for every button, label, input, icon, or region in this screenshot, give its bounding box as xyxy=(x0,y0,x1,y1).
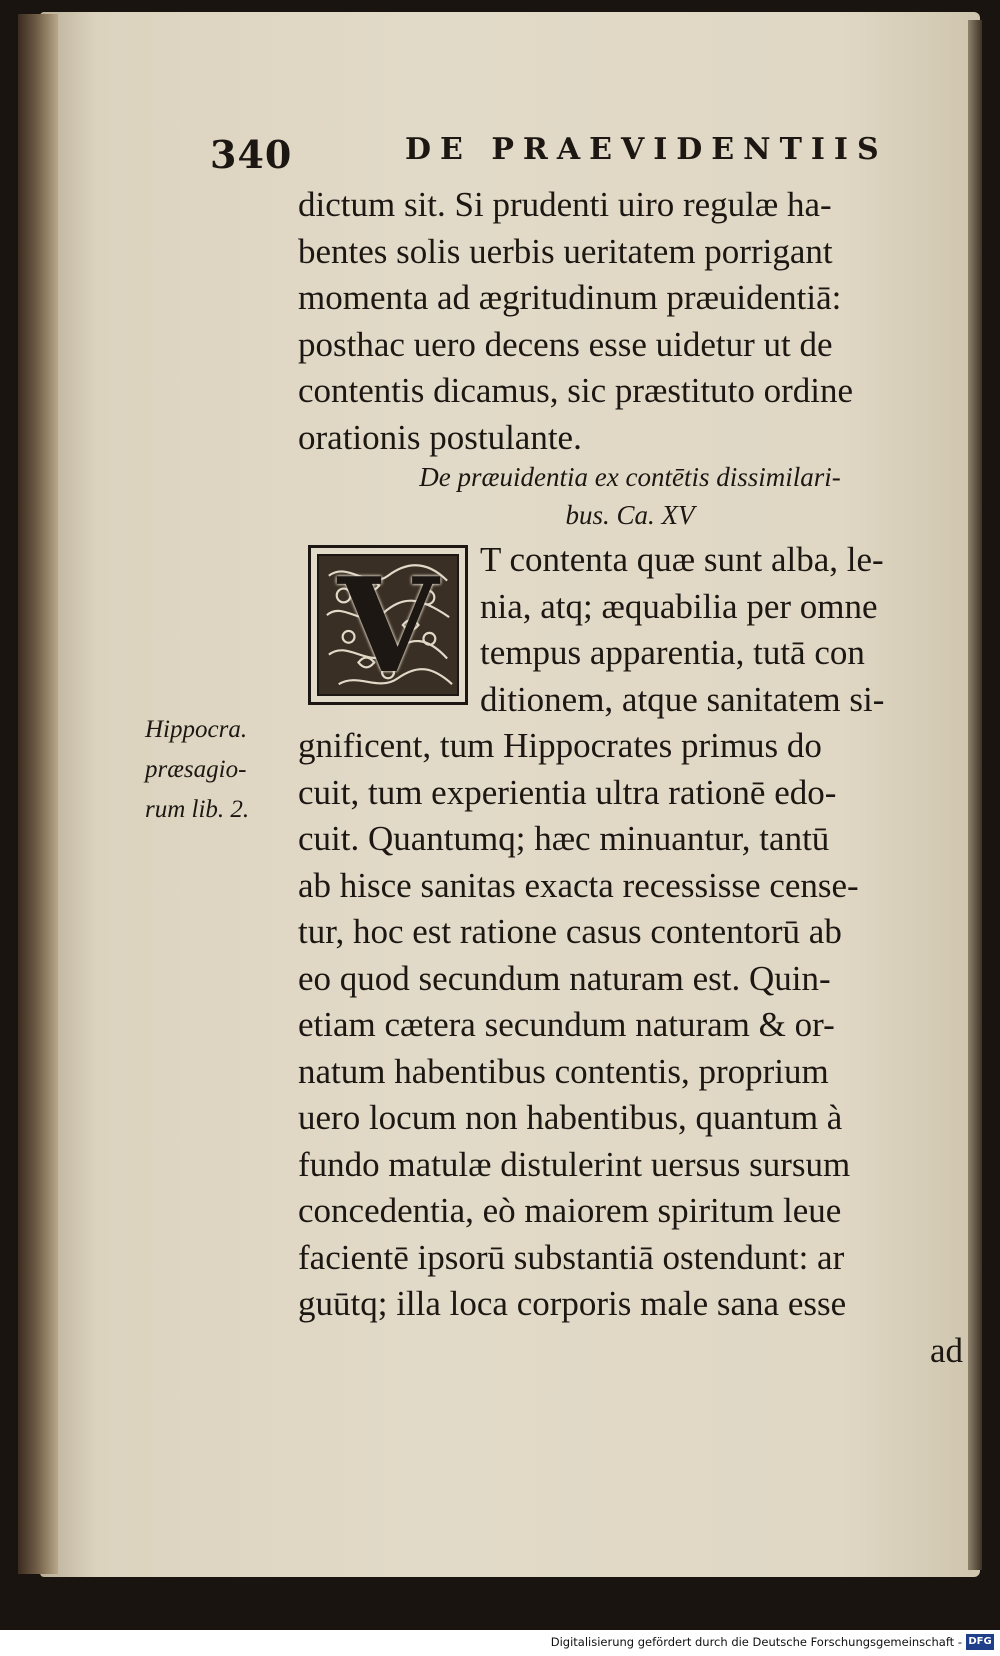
text-line: T contenta quæ sunt alba, le- xyxy=(480,540,884,579)
text-line: bentes solis uerbis ueritatem porrigant xyxy=(298,231,833,271)
dfg-logo-icon: DFG xyxy=(966,1634,994,1650)
margin-note-line: Hippocra. xyxy=(145,716,248,743)
chapter-heading-line: bus. Ca. XV xyxy=(565,500,695,530)
text-line: dictum sit. Si prudenti uiro regulæ ha- xyxy=(298,185,832,224)
text-line: natum habentibus contentis, proprium xyxy=(298,1051,829,1091)
chapter-heading-line: De præuidentia ex contētis dissimilari- xyxy=(419,462,841,492)
margin-note xyxy=(145,710,295,830)
text-line: guūtq; illa loca corporis male sana esse xyxy=(298,1284,847,1323)
text-line: ditionem, atque sanitatem si- xyxy=(480,679,885,719)
text-line: concedentia, eò maiorem spiritum leue xyxy=(298,1191,842,1230)
text-line: cuit. Quantumq; hæc minuantur, tantū xyxy=(298,819,830,858)
text-line: momenta ad ægritudinum præuidentiā: xyxy=(298,278,842,317)
text-line: eo quod secundum naturam est. Quin- xyxy=(298,958,831,998)
catchword: ad xyxy=(929,1330,963,1370)
page-edge xyxy=(968,20,982,1570)
margin-note-line: rum lib. 2. xyxy=(145,796,250,823)
text-line: cuit, tum experientia ultra rationē edo- xyxy=(298,772,837,812)
text-line: nia, atq; æquabilia per omne xyxy=(480,586,878,626)
initial-letter: V xyxy=(337,554,439,696)
text-line: gnificent, tum Hippocrates primus do xyxy=(298,726,822,765)
text-line: tur, hoc est ratione casus contentorū ab xyxy=(298,912,842,951)
text-line: ab hisce sanitas exacta recessisse cense- xyxy=(298,865,859,905)
intro-text xyxy=(298,182,963,461)
margin-note-line: præsagio- xyxy=(145,756,247,783)
text-line: contentis dicamus, sic præstituto ordine xyxy=(298,371,854,410)
running-title: DE PRAEVIDENTIIS xyxy=(405,132,888,167)
digitization-credit: Digitalisierung gefördert durch die Deutsche Forschungsgemeinschaft - xyxy=(550,1635,962,1649)
chapter-text xyxy=(298,537,963,1374)
text-line: facientē ipsorū substantiā ostendunt: ar xyxy=(298,1237,845,1277)
text-line: orationis postulante. xyxy=(298,417,582,457)
text-line: posthac uero decens esse uidetur ut de xyxy=(298,324,833,364)
chapter-heading xyxy=(340,458,920,534)
text-line: etiam cætera secundum naturam & or- xyxy=(298,1005,835,1044)
book-spine xyxy=(18,14,58,1574)
text-line: tempus apparentia, tutā con xyxy=(480,633,865,672)
text-line: uero locum non habentibus, quantum à xyxy=(298,1098,843,1137)
text-line: fundo matulæ distulerint uersus sursum xyxy=(298,1144,851,1184)
page-number: 340 xyxy=(210,132,293,177)
